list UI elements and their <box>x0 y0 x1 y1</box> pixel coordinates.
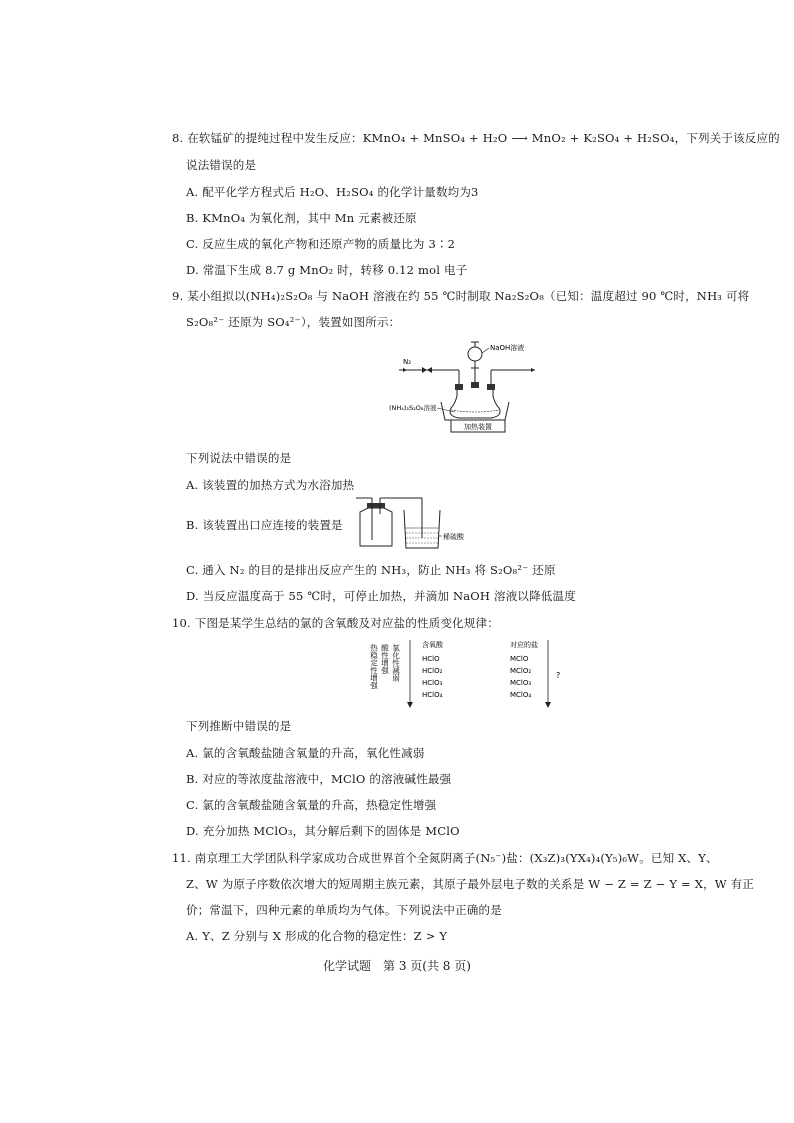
page-footer: 化学试题 第 3 页(共 8 页) <box>323 959 471 973</box>
flask-label: (NH₄)₂S₂O₈溶液 <box>389 404 437 412</box>
empty-bottle-icon <box>360 508 392 546</box>
q8-option-a: A. 配平化学方程式后 H₂O、H₂SO₄ 的化学计量数均为3 <box>186 185 479 199</box>
q10-prompt: 下列推断中错误的是 <box>186 719 292 733</box>
q9-option-d: D. 当反应温度高于 55 ℃时，可停止加热，并滴加 NaOH 溶液以降低温度 <box>186 589 576 603</box>
question-mark: ? <box>556 671 561 680</box>
apparatus-figure <box>385 338 555 434</box>
chlorine-oxyacid-trend-figure <box>368 638 578 710</box>
outlet-apparatus-figure <box>352 494 482 552</box>
q9-option-b: B. 该装置出口应连接的装置是 <box>186 518 343 532</box>
q8-option-b: B. KMnO₄ 为氧化剂，其中 Mn 元素被还原 <box>186 211 417 225</box>
thermal-stability-label: 热稳定性增强 <box>369 644 379 689</box>
dropping-funnel-icon <box>468 347 482 361</box>
q10-option-c: C. 氯的含氧酸盐随含氧量的升高，热稳定性增强 <box>186 798 437 812</box>
acid-row-2: HClO₂ <box>422 667 443 675</box>
q9-option-a: A. 该装置的加热方式为水浴加热 <box>186 478 355 492</box>
q9-stem-line2: S₂O₈²⁻ 还原为 SO₄²⁻），装置如图所示： <box>186 315 401 329</box>
n2-label: N₂ <box>403 358 412 366</box>
q9-stem-line1: 9. 某小组拟以(NH₄)₂S₂O₈ 与 NaOH 溶液在约 55 ℃时制取 Na₂S₂O₈（已知：温度超过 90 ℃时，NH₃ 可将 <box>172 289 750 303</box>
valve-icon <box>422 367 427 373</box>
q11-stem-line3: 价；常温下，四种元素的单质均为气体。下列说法中正确的是 <box>186 903 502 917</box>
q8-stem-line2: 说法错误的是 <box>186 158 257 172</box>
oxidizing-label: 氧化性减弱 <box>391 644 401 682</box>
q9-option-c: C. 通入 N₂ 的目的是排出反应产生的 NH₃，防止 NH₃ 将 S₂O₈²⁻ 还原 <box>186 563 556 577</box>
salt-row-3: MClO₃ <box>510 679 532 687</box>
q8-option-d: D. 常温下生成 8.7 g MnO₂ 时，转移 0.12 mol 电子 <box>186 263 468 277</box>
q11-stem-line2: Z、W 为原子序数依次增大的短周期主族元素，其原子最外层电子数的关系是 W − Z = Z − Y = X，W 有正 <box>186 877 755 891</box>
acid-row-1: HClO <box>422 655 440 663</box>
acid-row-4: HClO₄ <box>422 691 443 699</box>
q10-option-d: D. 充分加热 MClO₃，其分解后剩下的固体是 MClO <box>186 824 460 838</box>
q8-option-c: C. 反应生成的氧化产物和还原产物的质量比为 3∶2 <box>186 237 456 251</box>
q8-stem-line1: 8. 在软锰矿的提纯过程中发生反应：KMnO₄ + MnSO₄ + H₂O ⟶ MnO₂ + K₂SO₄ + H₂SO₄，下列关于该反应的 <box>172 131 780 145</box>
q11-option-a: A. Y、Z 分别与 X 形成的化合物的稳定性：Z > Y <box>186 929 448 943</box>
q10-option-a: A. 氯的含氧酸盐随含氧量的升高，氧化性减弱 <box>186 746 425 760</box>
salt-header: 对应的盐 <box>510 641 538 649</box>
q9-prompt: 下列说法中错误的是 <box>186 451 292 465</box>
three-neck-flask-icon <box>450 390 500 418</box>
salt-row-1: MClO <box>510 655 529 663</box>
salt-row-2: MClO₂ <box>510 667 532 675</box>
q10-option-b: B. 对应的等浓度盐溶液中，MClO 的溶液碱性最强 <box>186 772 452 786</box>
heater-label: 加热装置 <box>464 423 492 431</box>
q10-stem: 10. 下图是某学生总结的氯的含氧酸及对应盐的性质变化规律： <box>172 616 499 630</box>
dilute-acid-label: 稀硫酸 <box>443 533 464 541</box>
salt-row-4: MClO₄ <box>510 691 532 699</box>
acid-row-3: HClO₃ <box>422 679 443 687</box>
acid-header: 含氧酸 <box>422 641 443 649</box>
acidity-label: 酸性增强 <box>380 644 390 674</box>
naoh-label: NaOH溶液 <box>490 344 525 352</box>
q11-stem-line1: 11. 南京理工大学团队科学家成功合成世界首个全氮阴离子(N₅⁻)盐：(X₃Z)₃(YX₄)₄(Y₅)₆W。已知 X、Y、 <box>172 851 718 865</box>
